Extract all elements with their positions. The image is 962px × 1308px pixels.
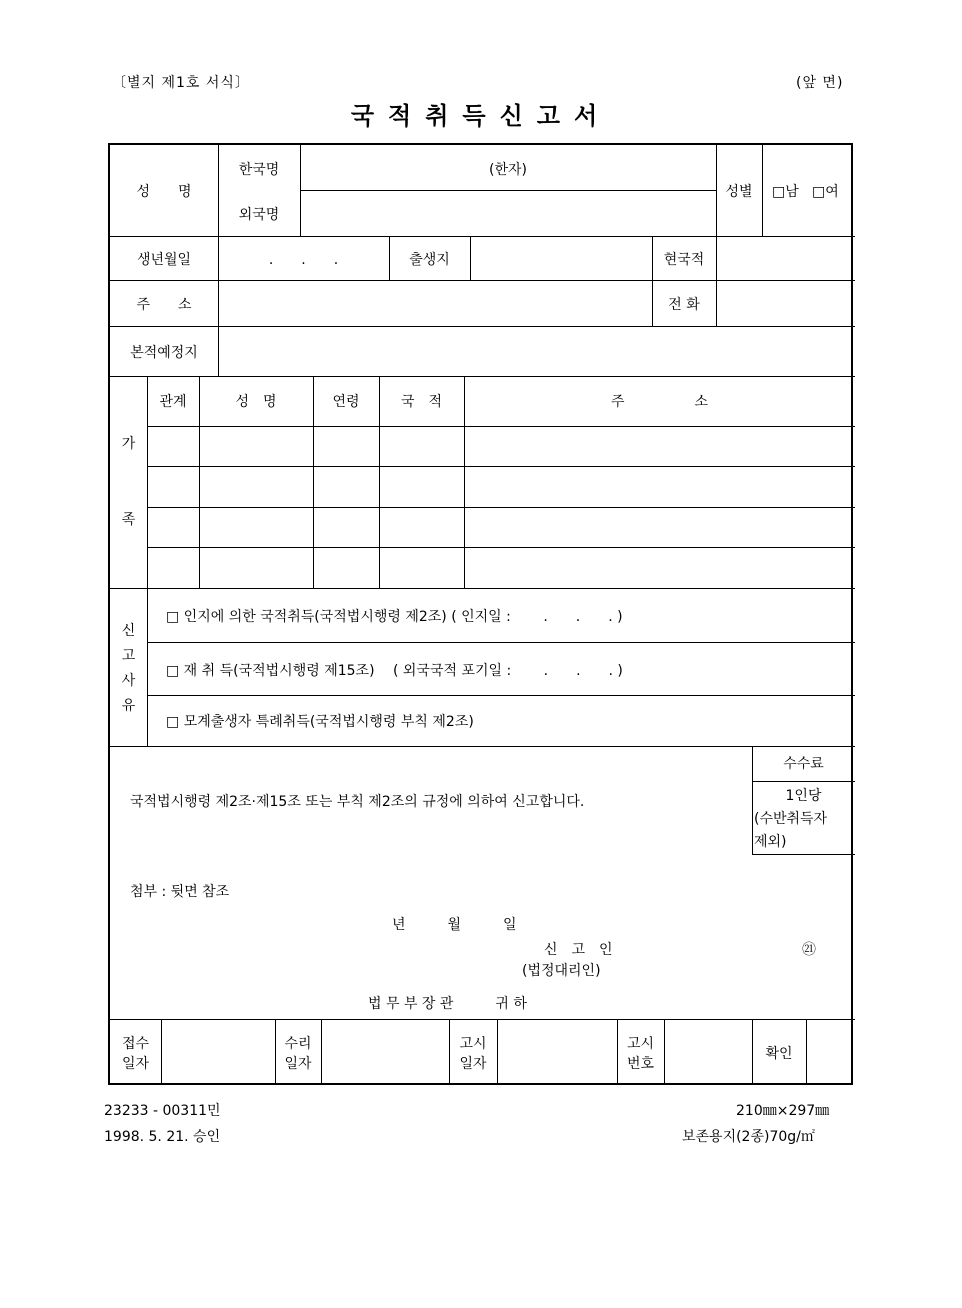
registry-label: 본적예정지 <box>130 345 198 361</box>
confirm-label: 확인 <box>765 1046 793 1062</box>
male-checkbox[interactable]: □남 <box>772 184 799 200</box>
form-code: 23233 - 00311민 <box>104 1103 221 1119</box>
current-nationality-label: 현국적 <box>663 252 705 268</box>
accepted-label-1: 수리 <box>284 1036 312 1052</box>
declaration-date: 년 월 일 <box>392 917 517 933</box>
family-side-label-2: 족 <box>121 512 136 528</box>
received-label-1: 접수 <box>121 1036 150 1052</box>
approval-date: 1998. 5. 21. 승인 <box>104 1129 221 1145</box>
hanja-label: (한자) <box>489 162 527 178</box>
fee-note-2: 제외) <box>754 834 787 850</box>
accepted-label-2: 일자 <box>284 1056 312 1072</box>
family-col-address: 주 소 <box>610 394 709 410</box>
reason-side-label-4: 유 <box>121 698 136 714</box>
paper-size: 210㎜×297㎜ <box>736 1103 830 1119</box>
page-title: 국적취득신고서 <box>350 102 612 130</box>
sex-label: 성별 <box>725 184 753 200</box>
declarant-label: 신 고 인 <box>544 942 613 958</box>
declaration-statement: 국적법시행령 제2조·제15조 또는 부칙 제2조의 규정에 의하여 신고합니다. <box>130 794 585 810</box>
seal-mark: ㉑ <box>802 942 816 958</box>
family-col-name: 성 명 <box>235 394 277 410</box>
reason-option-maternal-birth[interactable]: □ 모계출생자 특례취득(국적법시행령 부칙 제2조) <box>166 714 474 730</box>
reason-side-label-1: 신 <box>121 623 136 639</box>
fee-note-1: (수반취득자 <box>754 811 828 827</box>
legal-agent-label: (법정대리인) <box>522 963 601 979</box>
received-label-2: 일자 <box>121 1056 150 1072</box>
paper-type: 보존용지(2종)70g/㎡ <box>682 1129 815 1145</box>
foreign-name-label: 외국명 <box>238 207 280 223</box>
birth-date-label: 생년월일 <box>136 252 192 268</box>
form-number: 〔별지 제1호 서식〕 <box>112 75 250 91</box>
page-side-label: (앞 면) <box>796 75 844 91</box>
form-table <box>108 143 853 1085</box>
family-col-relation: 관계 <box>159 394 187 410</box>
korean-name-label: 한국명 <box>238 162 280 178</box>
notice-number-label-1: 고시 <box>626 1036 655 1052</box>
fee-value: 1인당 <box>785 788 822 804</box>
female-checkbox[interactable]: □여 <box>812 184 839 200</box>
notice-date-label-1: 고시 <box>459 1036 487 1052</box>
family-col-nationality: 국 적 <box>400 394 443 410</box>
birth-date-field[interactable]: . . . <box>268 252 339 268</box>
notice-number-label-2: 번호 <box>626 1056 655 1072</box>
family-col-age: 연령 <box>332 394 360 410</box>
address-label: 주 소 <box>136 297 192 313</box>
notice-date-label-2: 일자 <box>459 1056 487 1072</box>
reason-option-reacquisition[interactable]: □ 재 취 득(국적법시행령 제15조) ( 외국국적 포기일 : . . . ) <box>166 663 623 679</box>
birthplace-label: 출생지 <box>409 252 450 268</box>
reason-side-label-3: 사 <box>121 673 136 689</box>
reason-side-label-2: 고 <box>121 648 136 664</box>
addressee: 법 무 부 장 관 귀 하 <box>368 996 527 1012</box>
name-label: 성 명 <box>136 184 192 200</box>
family-side-label-1: 가 <box>121 436 136 452</box>
attachment-note: 첨부 : 뒷면 참조 <box>130 884 230 900</box>
reason-option-acknowledgment[interactable]: □ 인지에 의한 국적취득(국적법시행령 제2조) ( 인지일 : . . . ) <box>166 609 623 625</box>
phone-label: 전 화 <box>668 297 700 313</box>
fee-label: 수수료 <box>783 756 824 772</box>
